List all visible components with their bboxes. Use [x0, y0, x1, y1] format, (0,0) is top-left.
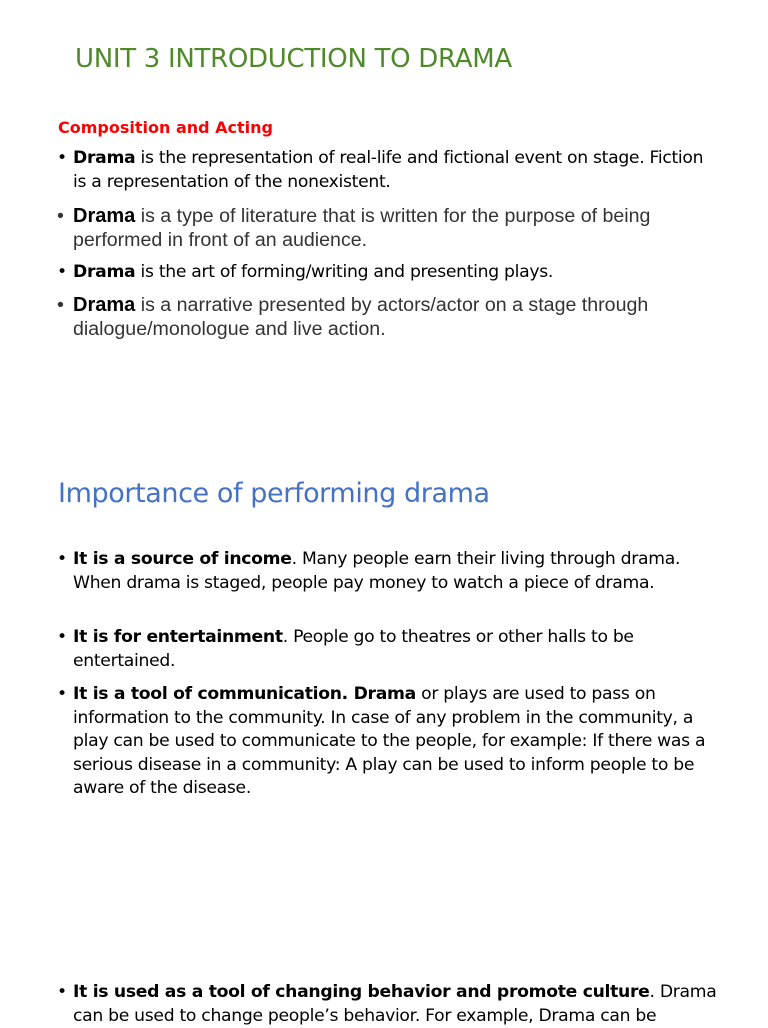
bullet-dot: • [57, 294, 64, 316]
bullet-lead: Drama [73, 262, 136, 282]
bullet-lead: It is a source of income [73, 549, 292, 569]
bullet-dot: • [57, 148, 67, 168]
bullet-text: is the representation of real-life and fictional event on stage. Fiction is a representation of the nonexistent. [73, 148, 704, 192]
bullet-dot: • [57, 205, 64, 227]
importance-bullet-4 [57, 981, 717, 1028]
bullet-lead: Drama [73, 205, 136, 227]
bullet-lead: It is used as a tool of changing behavior and promote culture [73, 982, 650, 1002]
importance-bullet-2 [57, 626, 717, 673]
page-title: UNIT 3 INTRODUCTION TO DRAMA [75, 44, 512, 74]
bullet-dot: • [57, 982, 67, 1002]
bullet-lead: It is for entertainment [73, 627, 283, 647]
composition-heading: Composition and Acting [58, 118, 273, 137]
bullet-dot: • [57, 549, 67, 569]
bullet-text: . People go to theatres or other halls to be entertained. [73, 627, 634, 671]
bullet-text: . Many people earn their living through drama. When drama is staged, people pay money to watch a piece of drama. [73, 549, 681, 593]
bullet-dot: • [57, 262, 67, 282]
composition-bullet-2 [57, 205, 717, 252]
composition-bullet-1 [57, 147, 717, 194]
importance-bullet-3 [57, 683, 717, 801]
bullet-text: is a narrative presented by actors/actor on a stage through dialogue/monologue and live action. [73, 294, 649, 340]
bullet-lead: Drama [73, 294, 136, 316]
importance-heading: Importance of performing drama [58, 478, 490, 509]
bullet-text: is a type of literature that is written for the purpose of being performed in front of an audience. [73, 205, 651, 251]
bullet-text: is the art of forming/writing and presenting plays. [135, 262, 554, 282]
composition-bullet-3 [57, 261, 717, 285]
importance-bullet-1 [57, 548, 717, 595]
composition-bullet-4 [57, 294, 717, 341]
bullet-text: or plays are used to pass on information to the community. In case of any problem in the community, a play can be used to communicate to the people, for example: If there was a serious disease in a community: A play can be used to inform people to be aware of the disease. [73, 684, 706, 798]
bullet-lead: Drama [73, 148, 136, 168]
bullet-dot: • [57, 684, 67, 704]
bullet-text: . Drama can be used to change people’s behavior. For example, Drama can be [73, 982, 717, 1026]
bullet-lead: It is a tool of communication. Drama [73, 684, 416, 704]
bullet-dot: • [57, 627, 67, 647]
